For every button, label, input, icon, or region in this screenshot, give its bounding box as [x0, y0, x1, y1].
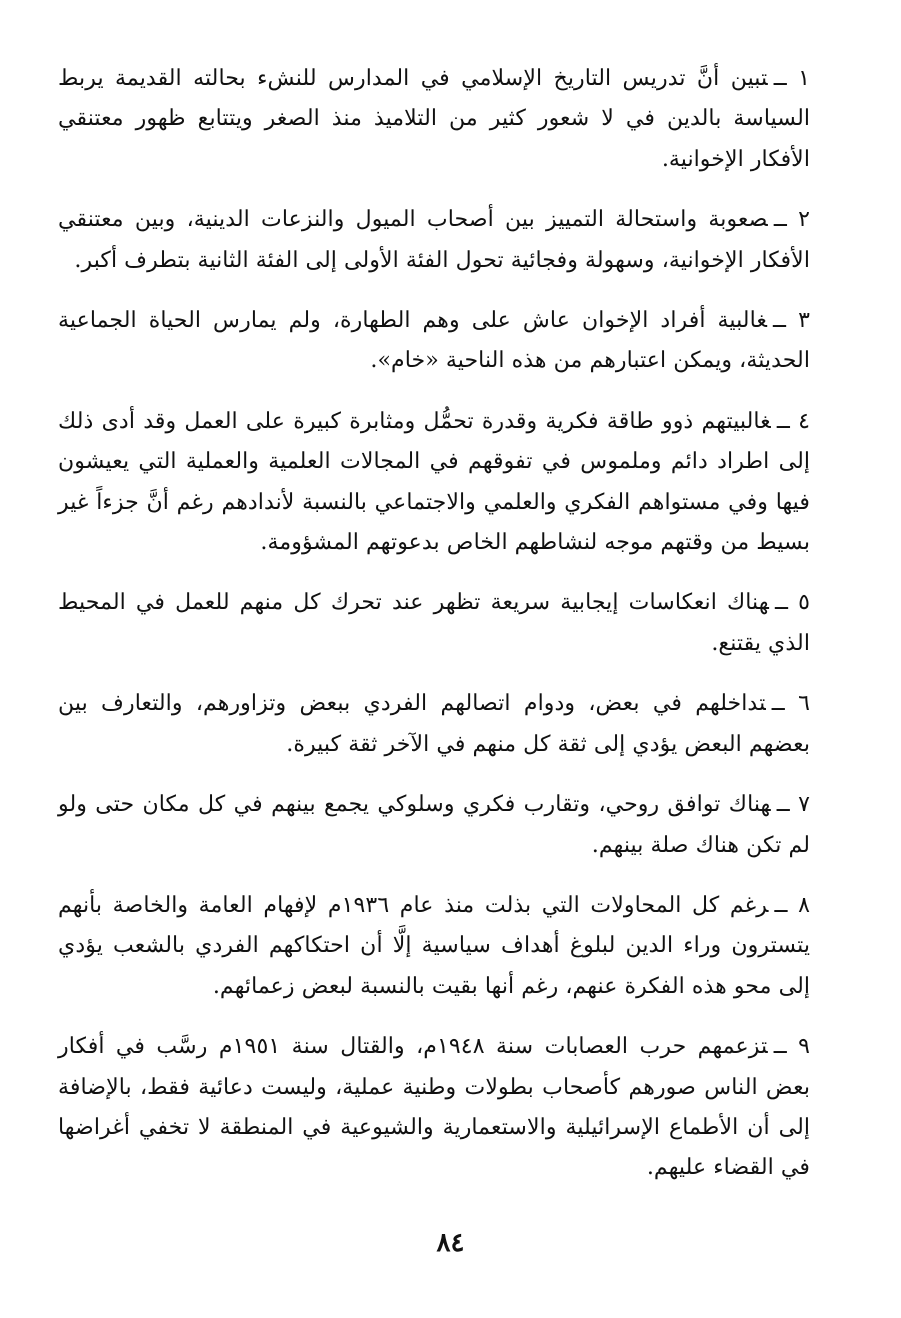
paragraph-2	[58, 199, 810, 280]
paragraph-number: ٨ ــ	[774, 891, 810, 918]
paragraph-5	[58, 582, 810, 663]
paragraph-6	[58, 683, 810, 764]
paragraph-number: ٥ ــ	[774, 589, 810, 616]
paragraph-text: غالبية أفراد الإخوان عاش على وهم الطهارة، ولم يمارس الحياة الجماعية الحديثة، ويمكن اعتبارهم من هذه الناحية «خام».	[58, 307, 810, 374]
paragraph-text: صعوبة واستحالة التمييز بين أصحاب الميول والنزعات الدينية، وبين معتنقي الأفكار الإخوانية، وسهولة وفجائية تحول الفئة الأولى إلى الفئة الثانية بتطرف أكبر.	[58, 206, 810, 273]
paragraph-number: ٧ ــ	[776, 791, 810, 818]
paragraph-9	[58, 1026, 810, 1188]
paragraph-3	[58, 300, 810, 381]
paragraph-number: ٩ ــ	[773, 1033, 810, 1060]
paragraph-number: ٣ ــ	[773, 307, 810, 334]
paragraph-text: هناك انعكاسات إيجابية سريعة تظهر عند تحرك كل منهم للعمل في المحيط الذي يقتنع.	[58, 589, 810, 656]
paragraph-number: ٤ ــ	[776, 407, 810, 434]
paragraph-text: تداخلهم في بعض، ودوام اتصالهم الفردي ببعض وتزاورهم، والتعارف بين بعضهم البعض يؤدي إلى ثقة كل منهم في الآخر ثقة كبيرة.	[58, 690, 810, 757]
paragraph-number: ٢ ــ	[773, 206, 810, 233]
paragraph-8	[58, 885, 810, 1006]
paragraph-text: هناك توافق روحي، وتقارب فكري وسلوكي يجمع بينهم في كل مكان حتى ولو لم تكن هناك صلة بينهم.	[58, 791, 810, 858]
paragraph-7	[58, 784, 810, 865]
paragraph-number: ١ ــ	[773, 65, 810, 91]
paragraph-text: تزعمهم حرب العصابات سنة ١٩٤٨م، والقتال سنة ١٩٥١م رسَّب في أفكار بعض الناس صورهم كأصحاب بطولات وطنية عملية، وليست دعائية فقط، بالإضافة إلى أن الأطماع الإسرائيلية والاستعمارية والشيوعية في المنطقة لا تخفي أغراضها في القضاء عليهم.	[58, 1033, 810, 1181]
paragraph-text: رغم كل المحاولات التي بذلت منذ عام ١٩٣٦م لإفهام العامة والخاصة بأنهم يتسترون وراء الدين لبلوغ أهداف سياسية إلَّا أن احتكاكهم الفردي بالشعب يؤدي إلى محو هذه الفكرة عنهم، رغم أنها بقيت بالنسبة لبعض زعمائهم.	[58, 891, 810, 999]
paragraph-text: غالبيتهم ذوو طاقة فكرية وقدرة تحمُّل ومثابرة كبيرة على العمل وقد أدى ذلك إلى اطراد دائم وملموس في تفوقهم في المجالات العلمية والعملية التي يعيشون فيها وفي مستواهم الفكري والعلمي والاجتماعي بالنسبة لأندادهم رغم أنَّ جزءاً غير بسيط من وقتهم موجه لنشاطهم الخاص بدعوتهم المشؤومة.	[58, 407, 810, 556]
page-body	[58, 58, 810, 1208]
paragraph-text: تبين أنَّ تدريس التاريخ الإسلامي في المدارس للنشء بحالته القديمة يربط السياسة بالدين في لا شعور كثير من التلاميذ منذ الصغر ويتتابع ظهور معتنقي الأفكار الإخوانية.	[58, 65, 810, 172]
paragraph-number: ٦ ــ	[771, 690, 810, 717]
paragraph-4	[58, 401, 810, 563]
page-number: ٨٤	[436, 1228, 465, 1258]
paragraph-1	[58, 58, 810, 179]
